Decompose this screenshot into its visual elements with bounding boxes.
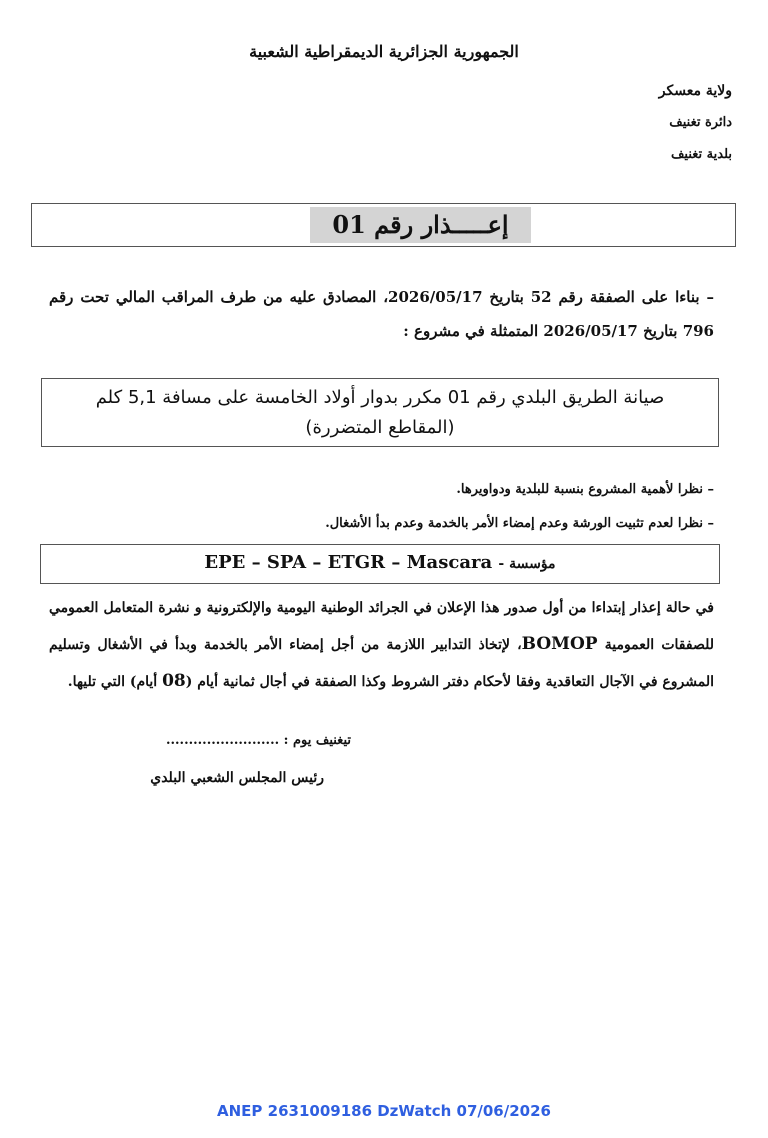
footer-reference: ANEP 2631009186 DzWatch 07/06/2026 bbox=[217, 1102, 551, 1120]
bomop-acronym: BOMOP bbox=[521, 634, 598, 654]
republic-heading: الجمهورية الجزائرية الديمقراطية الشعبية bbox=[249, 42, 519, 61]
notice-text: ، لإتخاذ التدابير اللازمة من أجل إمضاء الأمر بالخدمة وبدأ في الأشغال وتسليم المشروع في الآجال التعاقدية وفقا لأحكام دفتر الشروط وكذا الصفقة في أجال ثمانية أيام ( bbox=[49, 637, 714, 690]
contractor-box bbox=[40, 544, 720, 584]
contractor-name: EPE – SPA – ETGR – Mascara bbox=[204, 552, 493, 573]
date-line: تيغنيف يوم : ......................... bbox=[165, 733, 351, 748]
project-box bbox=[41, 378, 719, 447]
contractor-prefix: مؤسسة - bbox=[498, 556, 556, 572]
document-title: إعـــــذار رقم 01 bbox=[310, 207, 531, 243]
intro-paragraph: – بناءا على الصفقة رقم 52 بتاريخ 2026/05/17، المصادق عليه من طرف المراقب المالي تحت رقم 796 بتاريخ 2026/05/17 المتمثلة في مشروع : bbox=[49, 288, 715, 340]
project-name: صيانة الطريق البلدي رقم 01 مكرر بدوار أولاد الخامسة على مسافة 5,1 كلم bbox=[95, 387, 665, 408]
reason-item: – نظرا لأهمية المشروع بنسبة للبلدية ودواويرها. bbox=[456, 482, 714, 497]
wilaya-label: ولاية معسكر bbox=[658, 83, 732, 99]
project-note: (المقاطع المتضررة) bbox=[305, 417, 455, 438]
daira-label: دائرة تغنيف bbox=[669, 115, 732, 130]
notice-paragraph bbox=[49, 590, 714, 700]
days-count: 08 bbox=[162, 671, 186, 691]
notice-text: في حالة إعذار إبتداءا من أول صدور هذا الإعلان في الجرائد الوطنية اليومية والإلكترونية و نشرة المتعامل العمومي للصفقات العمومية bbox=[49, 600, 714, 653]
reason-item: – نظرا لعدم تثبيت الورشة وعدم إمضاء الأمر بالخدمة وعدم بدأ الأشغال. bbox=[325, 516, 714, 531]
title-box bbox=[31, 203, 736, 247]
signature-title: رئيس المجلس الشعبي البلدي bbox=[150, 770, 324, 786]
commune-label: بلدية تغنيف bbox=[670, 147, 732, 162]
notice-text: أيام) التي تليها. bbox=[67, 674, 163, 690]
